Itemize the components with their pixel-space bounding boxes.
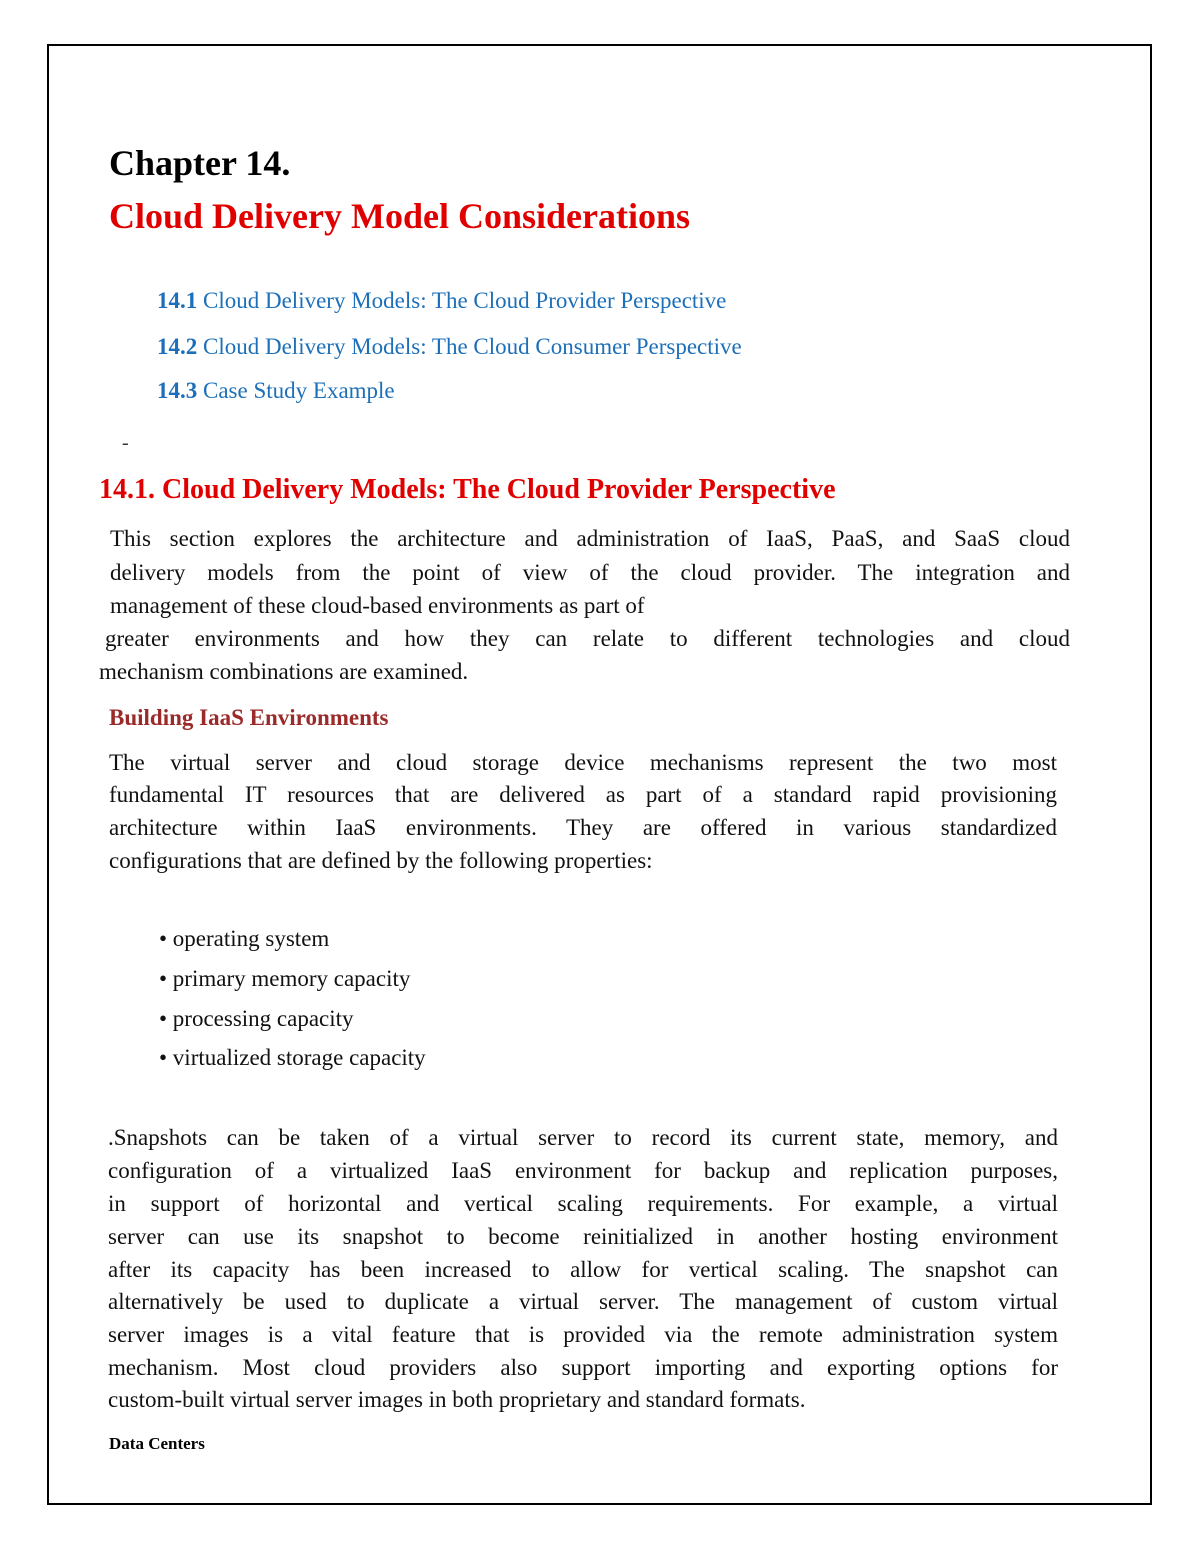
intro-line: greater environments and how they can relate to different technologies and cloud (105, 626, 1070, 651)
bullet-item: • operating system (159, 926, 330, 951)
snapshot-paragraph-line: configuration of a virtualized IaaS environment for backup and replication purposes, (108, 1158, 1058, 1183)
toc-item-text: Cloud Delivery Models: The Cloud Provider Perspective (203, 288, 727, 313)
snapshot-paragraph-line: server can use its snapshot to become reinitialized in another hosting environment (108, 1224, 1058, 1249)
toc-item-14-2[interactable] (157, 334, 742, 360)
snapshot-paragraph-line: mechanism. Most cloud providers also support importing and exporting options for (108, 1355, 1058, 1380)
bullet-item: • virtualized storage capacity (159, 1045, 426, 1070)
toc-item-14-3[interactable] (157, 378, 395, 404)
toc-item-text: Case Study Example (203, 378, 395, 403)
chapter-label: Chapter 14. (109, 143, 291, 183)
bullet-item: • processing capacity (159, 1006, 354, 1031)
snapshot-paragraph-line: .Snapshots can be taken of a virtual server to record its current state, memory, and (108, 1125, 1058, 1150)
intro-line: This section explores the architecture and administration of IaaS, PaaS, and SaaS cloud (110, 526, 1070, 551)
snapshot-paragraph-line: alternatively be used to duplicate a virtual server. The management of custom virtual (108, 1289, 1058, 1314)
intro-line: delivery models from the point of view of the cloud provider. The integration and (110, 560, 1070, 585)
iaas-paragraph-line: architecture within IaaS environments. They are offered in various standardized (109, 815, 1057, 840)
intro-line: management of these cloud-based environments as part of (110, 593, 645, 618)
toc-item-number: 14.2 (157, 334, 198, 359)
section-heading: 14.1. Cloud Delivery Models: The Cloud Provider Perspective (99, 474, 836, 505)
chapter-title: Cloud Delivery Model Considerations (109, 196, 690, 236)
toc-item-text: Cloud Delivery Models: The Cloud Consumer Perspective (203, 334, 742, 359)
footer-label: Data Centers (109, 1434, 205, 1453)
iaas-subheading: Building IaaS Environments (109, 705, 389, 730)
toc-item-number: 14.3 (157, 378, 198, 403)
snapshot-paragraph-line: server images is a vital feature that is provided via the remote administration system (108, 1322, 1058, 1347)
iaas-paragraph-line: configurations that are defined by the following properties: (109, 848, 653, 873)
snapshot-paragraph-line: custom-built virtual server images in both proprietary and standard formats. (108, 1387, 806, 1412)
bullet-item: • primary memory capacity (159, 966, 411, 991)
toc-item-14-1[interactable] (157, 288, 726, 314)
snapshot-paragraph-line: in support of horizontal and vertical scaling requirements. For example, a virtual (108, 1191, 1058, 1216)
stray-mark: - (122, 432, 129, 454)
iaas-paragraph-line: The virtual server and cloud storage device mechanisms represent the two most (109, 750, 1057, 775)
intro-line: mechanism combinations are examined. (99, 659, 469, 684)
snapshot-paragraph-line: after its capacity has been increased to allow for vertical scaling. The snapshot can (108, 1257, 1058, 1282)
toc-item-number: 14.1 (157, 288, 198, 313)
iaas-paragraph-line: fundamental IT resources that are delivered as part of a standard rapid provisioning (109, 782, 1057, 807)
